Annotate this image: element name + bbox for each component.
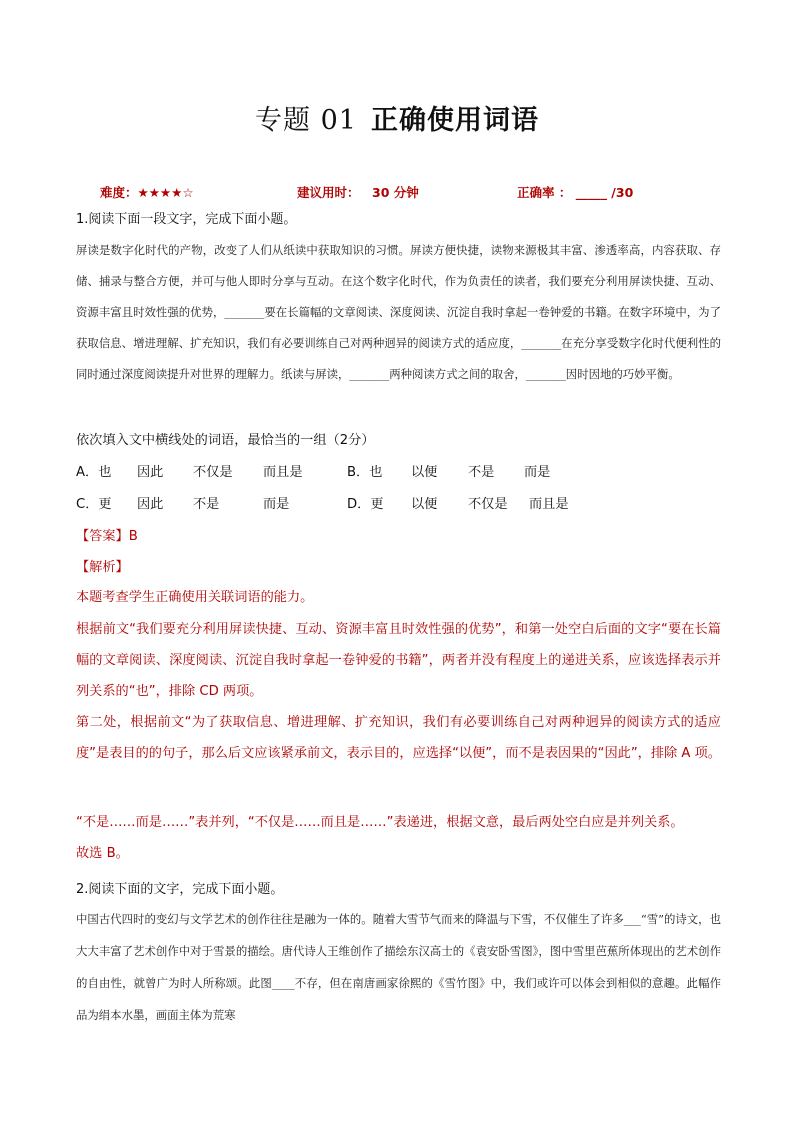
options-row-cd (76, 493, 676, 515)
analysis-conclusion: 故选 B。 (76, 846, 129, 861)
question-1-intro: 1.阅读下面一段文字，完成下面小题。 (76, 212, 297, 227)
option-d-word-2: 不仅是 (468, 497, 508, 512)
option-a-word-3: 而且是 (263, 465, 303, 480)
accuracy-field: 正确率 ： _____ /30 (517, 185, 634, 200)
option-c-word-1: 因此 (137, 497, 164, 512)
analysis-paragraph-3: 第二处，根据前文“为了获取信息、增进理解、扩充知识，我们有必要训练自己对两种迥异的阅读方式的适应度”是表目的的句子，那么后文应该紧承前文，表示目的，应选择“以便”，而不是表因果的“因此”，排除 A 项。 (76, 715, 721, 761)
time-label: 建议用时： (297, 185, 360, 200)
meta-row (0, 183, 794, 201)
analysis-line-1: 本题考查学生正确使用关联词语的能力。 (76, 590, 314, 605)
title-main: 正确使用词语 (370, 105, 539, 136)
question-1-passage: 屏读是数字化时代的产物，改变了人们从纸读中获取知识的习惯。屏读方便快捷，读物来源极其丰富、渗透率高，内容获取、存储、捕录与整合方便，并可与他人即时分享与互动。在这个数字化时代，作为负责任的读者，我们要充分利用屏读快捷、互动、资源丰富且时效性强的优势，_______要在长篇幅的文章阅读、深度阅读、沉淀自我时拿起一卷钟爱的书籍。在数字环境中，为了获取信息、增进理解、扩充知识，我们有必要训练自己对两种迥异的阅读方式的适应度，_______在充分享受数字化时代便利性的同时通过深度阅读提升对世界的理解力。纸读与屏读，_______两种阅读方式之间的取舍，_______因时因地的巧妙平衡。 (76, 243, 721, 381)
time-value: 30 分钟 (372, 185, 419, 200)
option-b-word-1: 以便 (411, 465, 438, 480)
page-title (0, 98, 794, 137)
question-2-intro: 2.阅读下面的文字，完成下面小题。 (76, 882, 284, 897)
option-a-label[interactable]: A．也 (76, 465, 112, 480)
question-2-passage: 中国古代四时的变幻与文学艺术的创作往往是融为一体的。随着大雪节气而来的降温与下雪，不仅催生了许多___“雪”的诗文，也大大丰富了艺术创作中对于雪景的描绘。唐代诗人王维创作了描绘东汉高士的《袁安卧雪图》，图中雪里芭蕉所体现出的艺术创作的自由性，就曾广为时人所称颂。此图____不存，但在南唐画家徐熙的《雪竹图》中，我们或许可以体会到相似的意趣。此幅作品为绢本水墨，画面主体为荒寒 (76, 912, 721, 1022)
analysis-paragraph-2: 根据前文“我们要充分利用屏读快捷、互动、资源丰富且时效性强的优势”，和第一处空白后面的文字“要在长篇幅的文章阅读、深度阅读、沉淀自我时拿起一卷钟爱的书籍”，两者并没有程度上的递进关系，应该选择表示并列关系的“也”，排除 CD 两项。 (76, 622, 721, 699)
option-b-word-2: 不是 (468, 465, 495, 480)
option-c-word-2: 不是 (193, 497, 220, 512)
options-row-ab (76, 461, 676, 483)
question-1-prompt: 依次填入文中横线处的词语，最恰当的一组（2分） (76, 433, 375, 448)
option-a-word-1: 因此 (137, 465, 164, 480)
analysis-paragraph-4: “不是……而是……”表并列，“不仅是……而且是……”表递进，根据文意，最后两处空白应是并列关系。 (76, 815, 684, 830)
difficulty-rating: 难度：★★★★☆ (100, 185, 194, 200)
title-number: 专题 01 (255, 105, 357, 136)
analysis-label: 【解析】 (76, 560, 129, 575)
answer-label: 【答案】B (76, 529, 138, 544)
option-b-word-3: 而是 (524, 465, 551, 480)
option-c-label[interactable]: C．更 (76, 497, 112, 512)
option-d-word-1: 以便 (411, 497, 438, 512)
option-d-word-3: 而且是 (529, 497, 569, 512)
option-c-word-3: 而是 (263, 497, 290, 512)
option-d-label[interactable]: D．更 (347, 497, 384, 512)
option-b-label[interactable]: B．也 (347, 465, 383, 480)
option-a-word-2: 不仅是 (193, 465, 233, 480)
